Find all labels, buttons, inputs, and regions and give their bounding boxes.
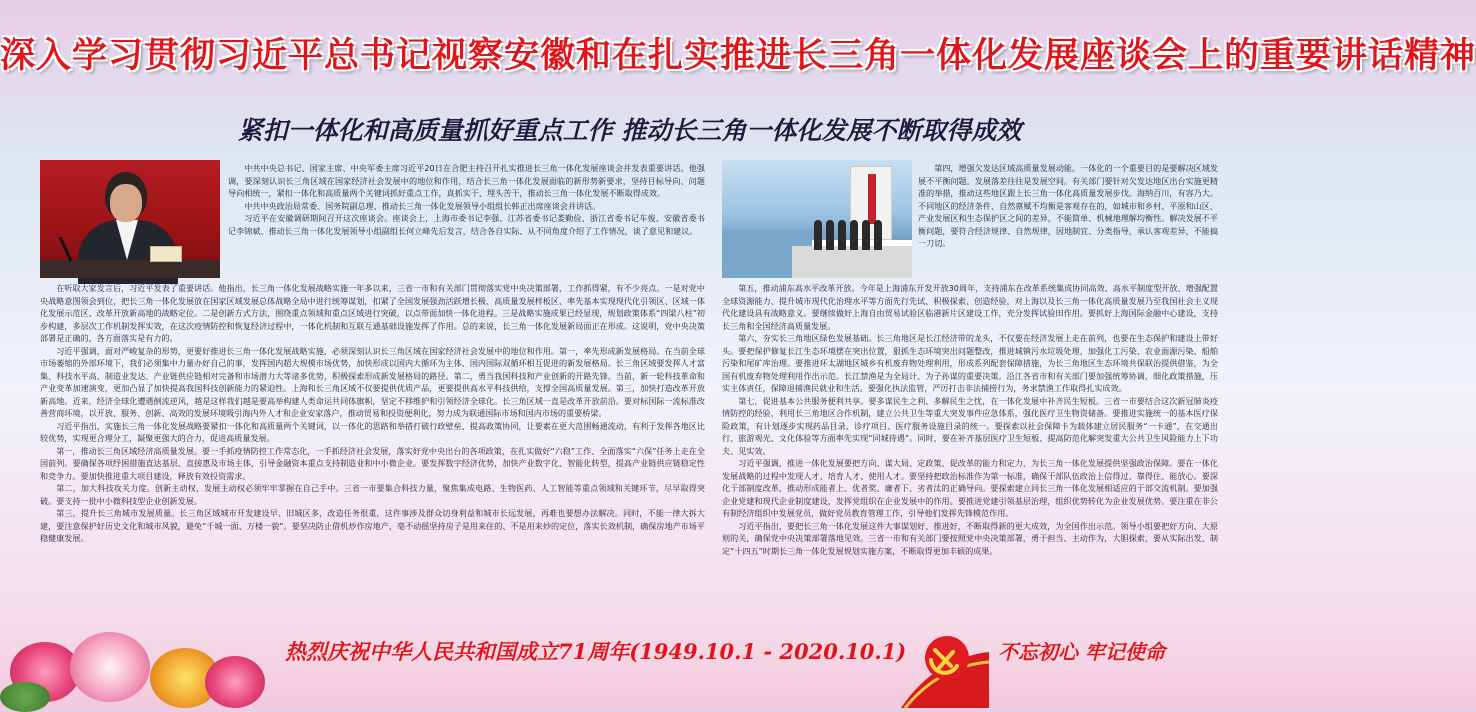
article-paragraph: 习近平指出，要把长三角一体化发展这件大事谋划好、推进好，不断取得新的更大成效，为全国作出示范。领导小组要把好方向、大原则的关，确保党中央决策部署落地见效。三省一市和有关部门要按照党中央决策部署，勇于担当、主动作为，大胆探索，要从实际出发，制定“十四五”时期长三角一体化发展规划实施方案，不断取得更加丰硕的成果。 <box>722 520 1218 556</box>
article-paragraph: 习近平在安徽调研期间召开这次座谈会。座谈会上，上海市委书记李强、江苏省委书记娄勤俭、浙江省委书记车俊、安徽省委书记李锦斌、推动长三角一体化发展领导小组副组长何立峰先后发言，结合各自实际、从不同角度介绍了工作情况，谈了意见和建议。 <box>228 213 705 236</box>
article-paragraph: 在听取大家发言后，习近平发表了重要讲话。他指出，长三角一体化发展战略实施一年多以来，三省一市和有关部门贯彻落实党中央决策部署，工作抓得紧，有不少亮点。一是对党中央战略意图领会到位，把长三角一体化发展放在国家区域发展总体战略全局中进行统筹谋划，扣紧了全国发展强劲活跃增长极、高质量发展样板区、率先基本实现现代化引领区、区域一体化发展示范区、改革开放新高地的战略定位。二是创新方式方法，围绕重点领域和重点区域进行突破，以点带面加快一体化进程。三是战略实施成果已经显现，规划政策体系“四梁八柱”初步构建，多层次工作机制发挥实效，在这次疫情防控和恢复经济过程中，一体化机制和互联互通基础设施发挥了作用。总的来说，长三角一体化发展新局面正在形成。这说明，党中央决策部署是正确的，各方面落实是有力的。 <box>40 283 705 343</box>
article-paragraph: 习近平强调，推进一体化发展要把方向、谋大局、定政策、促改革的能力和定力，为长三角一体化发展提供坚强政治保障。要在一体化发展战略的过程中发现人才、培育人才、使用人才。要坚持把政治标准作为第一标准，确保干部队伍政治上信得过、靠得住、能放心。要深化干部制度改革，推动形成能者上、优者奖、庸者下、劣者汰的正确导向。要探索建立同长三角一体化发展相适应的干部交流机制。要加强企业党建和现代企业制度建设，发挥党组织在企业发展中的作用。要推进党建引领基层治理，组织优势转化为企业发展优势。要注重在非公有制经济组织中发展党员，做好党员教育管理工作，引导他们发挥先锋模范作用。 <box>722 458 1218 518</box>
article-paragraph: 中共中央政治局常委、国务院副总理、推动长三角一体化发展领导小组组长韩正出席座谈会并讲话。 <box>244 200 601 211</box>
inspection-photo <box>722 160 912 278</box>
article-paragraph: 第五，推动浦东高水平改革开放。今年是上海浦东开发开放30周年，支持浦东在改革系统集成协同高效、高水平制度型开放、增强配置全球资源能力、提升城市现代化治理水平等方面先行先试、积极探索、创造经验，对上海以及长三角一体化高质量发展乃至我国社会主义现代化建设具有战略意义。要继续做好上海自由贸易试验区临港新片区建设工作，充分发挥试验田作用。要抓好上海国际金融中心建设，支持长三角和全国经济高质量发展。 <box>722 283 1218 331</box>
article-intro <box>228 162 705 278</box>
peony-decoration <box>0 612 280 708</box>
page-title: 深入学习贯彻习近平总书记视察安徽和在扎实推进长三角一体化发展座谈会上的重要讲话精神 <box>0 36 1476 76</box>
article-paragraph: 习近平指出，实施长三角一体化发展战略要紧扣一体化和高质量两个关键词，以一体化的思路和举措打破行政壁垒、提高政策协同，让要素在更大范围畅通流动，有利于发挥各地区比较优势，实现更合理分工，凝聚更强大的合力，促进高质量发展。 <box>40 420 705 443</box>
party-emblem-icon <box>895 618 989 708</box>
article-paragraph: 第四，增强欠发达区域高质量发展动能。一体化的一个重要目的是要解决区域发展不平衡问题。发展落差往往是发展空间。有关部门要针对欠发达地区出台实施更精准的举措，推动这些地区跟上长三角一体化高质量发展步伐。海纳百川，有容乃大。不同地区的经济条件、自然禀赋不均衡是客观存在的，如城市和乡村、平原和山区、产业发展区和生态保护区之间的差异，不能简单、机械地理解均衡性。解决发展不平衡问题，要符合经济规律、自然规律，因地制宜、分类指导，承认客观差异，不能搞一刀切。 <box>918 163 1218 248</box>
celebration-slogan: 热烈庆祝中华人民共和国成立71周年(1949.10.1 - 2020.10.1) <box>285 639 907 664</box>
article-paragraph: 第一，推动长三角区域经济高质量发展。要一手抓疫情防控工作常态化，一手抓经济社会发展，落实好党中央出台的各项政策，在扎实做好“六稳”工作、全面落实“六保”任务上走在全国前列。要确保各项纾困措施直达基层、直接惠及市场主体，引导金融资本重点支持制造业和中小微企业。要发挥数字经济优势，加快产业数字化、智能化转型，提高产业链供应链稳定性和竞争力。要加快推进重大项目建设，释放有效投资需求。 <box>40 445 705 481</box>
article-left-column <box>40 282 705 622</box>
article-right-column <box>722 282 1218 622</box>
article-paragraph: 习近平强调，面对严峻复杂的形势，更要好推进长三角一体化发展战略实施，必须深刻认识长三角区域在国家经济社会发展中的地位和作用。第一，率先形成新发展格局。在当前全球市场萎缩的外部环境下，我们必须集中力量办好自己的事，发挥国内超大规模市场优势，加快形成以国内大循环为主体、国内国际双循环相互促进的新发展格局。长三角区域要发挥人才富集、科技水平高、制造业发达、产业链供应链相对完备和市场潜力大等诸多优势，积极探索形成新发展格局的路径。第二，勇当我国科技和产业创新的开路先锋。当前，新一轮科技革命和产业变革加速演变，更加凸显了加快提高我国科技创新能力的紧迫性。上海和长三角区域不仅要提供优质产品，更要提供高水平科技供给，支撑全国高质量发展。第三，加快打造改革开放新高地。近来，经济全球化遭遇倒流逆风，越是这样我们越是要高举构建人类命运共同体旗帜，坚定不移维护和引领经济全球化。长三角区域一直是改革开放前沿。要对标国际一流标准改善营商环境，以开放、服务、创新、高效的发展环境吸引海内外人才和企业安家落户，推动贸易和投资便利化，努力成为联通国际市场和国内市场的重要桥梁。 <box>40 345 705 418</box>
article-paragraph: 中共中央总书记、国家主席、中央军委主席习近平20日在合肥主持召开扎实推进长三角一体化发展座谈会并发表重要讲话。他强调，要深刻认识长三角区域在国家经济社会发展中的地位和作用，结合长三角一体化发展面临的新形势新要求，坚持目标导向、问题导向相统一，紧扣一体化和高质量两个关键词抓好重点工作，真抓实干、埋头苦干，推动长三角一体化发展不断取得成效。 <box>228 163 705 198</box>
speaker-photo <box>40 160 220 278</box>
article-paragraph: 第二，加大科技攻关力度。创新主动权、发展主动权必须牢牢掌握在自己手中。三省一市要集合科技力量，聚焦集成电路、生物医药、人工智能等重点领域和关键环节，尽早取得突破。要支持一批中小微科技型企业创新发展。 <box>40 483 705 506</box>
article-paragraph: 第六，夯实长三角地区绿色发展基础。长三角地区是长江经济带的龙头，不仅要在经济发展上走在前列，也要在生态保护和建设上带好头。要把保护修复长江生态环境摆在突出位置，狠抓生态环境突出问题整改，推进城镇污水垃圾处理，加强化工污染、农业面源污染、船舶污染和尾矿库治理。要推进环太湖地区城乡有机废弃物处理利用，形成系列配套保障措施，为长三角地区生态环境共保联治提供借鉴，为全国有机废弃物处理利用作出示范。长江禁渔是为全局计、为子孙谋的重要决策。沿江各省市和有关部门要加强统筹协调，细化政策措施，压实主体责任，保障退捕渔民就业和生活。要强化执法监管，严厉打击非法捕捞行为，务求禁渔工作取得扎实成效。 <box>722 333 1218 393</box>
article-paragraph: 第七，促进基本公共服务便利共享。要多谋民生之利、多解民生之忧，在一体化发展中补齐民生短板。三省一市要结合这次新冠肺炎疫情防控的经验，利用长三角地区合作机制，建立公共卫生等重大突发事件应急体系，强化医疗卫生物资储备。要推进实施统一的基本医疗保险政策，有计划逐步实现药品目录、诊疗项目、医疗服务设施目录的统一。要探索以社会保障卡为载体建立居民服务“一卡通”，在交通出行、旅游观光、文化体验等方面率先实现“同城待遇”。同时，要在补齐基层医疗卫生短板、提高防范化解突发重大公共卫生风险能力上下功夫、见实效。 <box>722 395 1218 456</box>
article-right-intro <box>918 162 1218 278</box>
page-subtitle: 紧扣一体化和高质量抓好重点工作 推动长三角一体化发展不断取得成效 <box>237 116 1022 145</box>
article-paragraph: 第三，提升长三角城市发展质量。长三角区域城市开发建设早、旧城区多，改造任务很重，这件事涉及群众切身利益和城市长远发展，再难也要想办法解决。同时，不能一律大拆大建，要注意保护好历史文化和城市风貌，避免“千城一面、万楼一貌”。要坚决防止借机炒作房地产，毫不动摇坚持房子是用来住的、不是用来炒的定位，落实长效机制，确保房地产市场平稳健康发展。 <box>40 508 705 543</box>
party-motto: 不忘初心 牢记使命 <box>998 640 1165 664</box>
